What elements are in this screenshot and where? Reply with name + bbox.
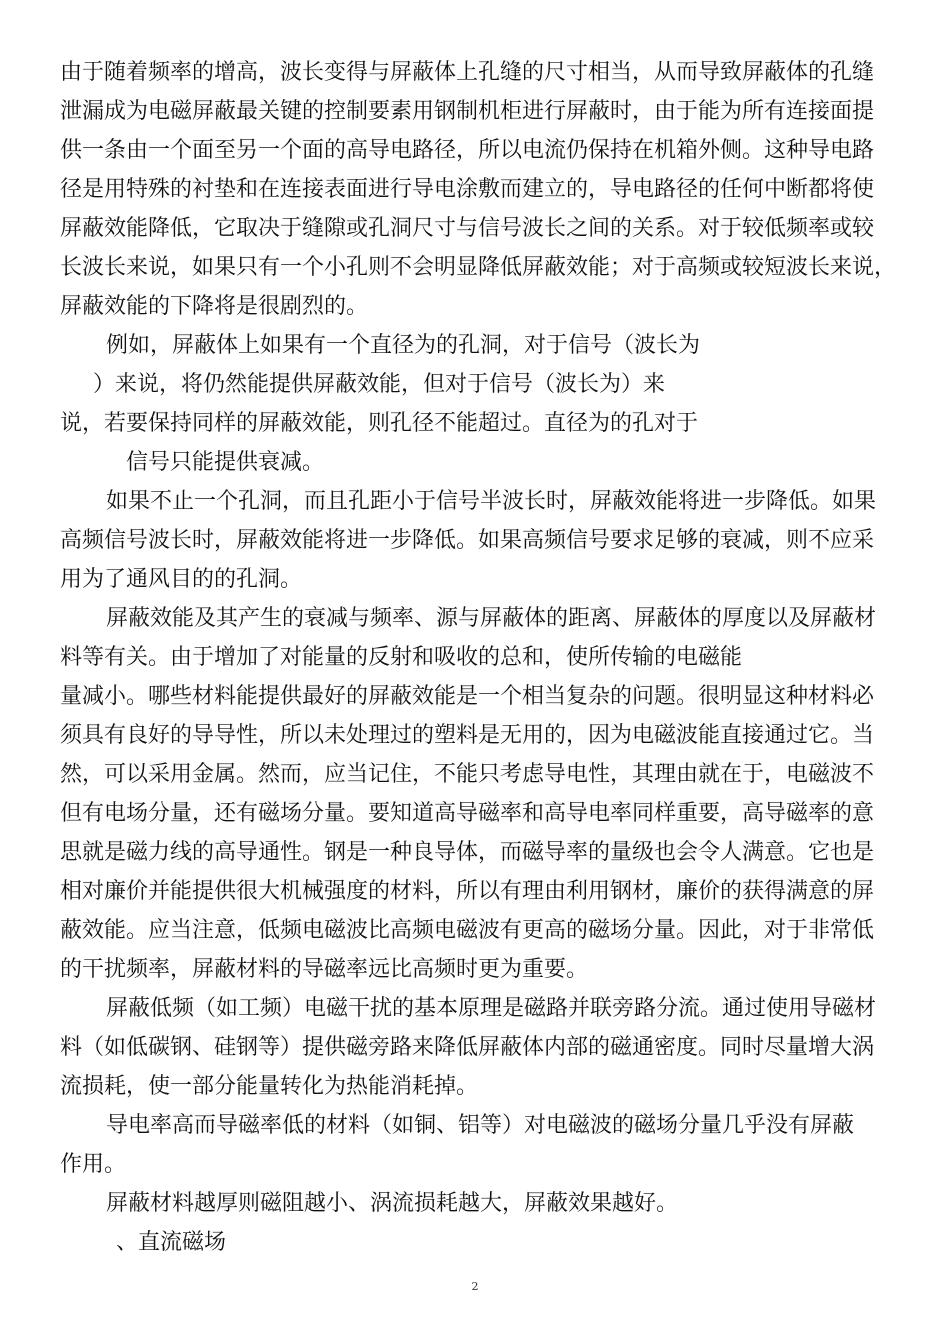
text-line: 然，可以采用金属。然而，应当记住，不能只考虑导电性，其理由就在于，电磁波不 (60, 762, 875, 787)
text-line: 用为了通风目的的孔洞。 (60, 567, 303, 592)
text-line: 导电率高而导磁率低的材料（如铜、铝等）对电磁波的磁场分量几乎没有屏蔽 (106, 1113, 855, 1138)
text-line: 量减小。哪些材料能提供最好的屏蔽效能是一个相当复杂的问题。很明显这种材料必 (60, 684, 875, 709)
text-line: 作用。 (60, 1152, 127, 1177)
text-line: 泄漏成为电磁屏蔽最关键的控制要素用钢制机柜进行屏蔽时，由于能为所有连接面提 (60, 99, 875, 124)
text-line: 例如，屏蔽体上如果有一个直径为的孔洞，对于信号（波长为 (106, 333, 701, 358)
text-line: 屏蔽效能及其产生的衰减与频率、源与屏蔽体的距离、屏蔽体的厚度以及屏蔽材 (106, 606, 877, 631)
text-line: 屏蔽效能降低，它取决于缝隙或孔洞尺寸与信号波长之间的关系。对于较低频率或较 (60, 216, 875, 241)
text-line: 径是用特殊的衬垫和在连接表面进行导电涂敷而建立的，导电路径的任何中断都将使 (60, 177, 875, 202)
text-line: ）来说，将仍然能提供屏蔽效能，但对于信号（波长为）来 (93, 372, 666, 397)
text-line: 料等有关。由于增加了对能量的反射和吸收的总和，使所传输的电磁能 (60, 645, 743, 670)
text-line: 由于随着频率的增高，波长变得与屏蔽体上孔缝的尺寸相当，从而导致屏蔽体的孔缝 (60, 60, 875, 85)
text-line: 高频信号波长时，屏蔽效能将进一步降低。如果高频信号要求足够的衰减，则不应采 (60, 528, 875, 553)
text-line: 须具有良好的导导性，所以未处理过的塑料是无用的，因为电磁波能直接通过它。当 (60, 723, 875, 748)
text-line: 流损耗，使一部分能量转化为热能消耗掉。 (60, 1074, 479, 1099)
text-line: 相对廉价并能提供很大机械强度的材料，所以有理由利用钢材，廉价的获得满意的屏 (60, 879, 875, 904)
text-line: 信号只能提供衰减。 (126, 450, 325, 475)
text-line: 供一条由一个面至另一个面的高导电路径，所以电流仍保持在机箱外侧。这种导电路 (60, 138, 875, 163)
text-line: 屏蔽低频（如工频）电磁干扰的基本原理是磁路并联旁路分流。通过使用导磁材 (106, 996, 877, 1021)
text-line: 说，若要保持同样的屏蔽效能，则孔径不能超过。直径为的孔对于 (60, 411, 699, 436)
text-line: 蔽效能。应当注意，低频电磁波比高频电磁波有更高的磁场分量。因此，对于非常低 (60, 918, 875, 943)
text-line: 屏蔽材料越厚则磁阻越小、涡流损耗越大，屏蔽效果越好。 (106, 1191, 679, 1216)
text-line: 但有电场分量，还有磁场分量。要知道高导磁率和高导电率同样重要，高导磁率的意 (60, 801, 875, 826)
page-number: 2 (471, 1280, 479, 1293)
text-line: 屏蔽效能的下降将是很剧烈的。 (60, 294, 369, 319)
text-line: 料（如低碳钢、硅钢等）提供磁旁路来降低屏蔽体内部的磁通密度。同时尽量增大涡 (60, 1035, 875, 1060)
text-line: 如果不止一个孔洞，而且孔距小于信号半波长时，屏蔽效能将进一步降低。如果 (106, 489, 877, 514)
text-line: 、直流磁场 (116, 1230, 227, 1255)
text-line: 思就是磁力线的高导通性。钢是一种良导体，而磁导率的量级也会令人满意。它也是 (60, 840, 875, 865)
text-line: 的干扰频率，屏蔽材料的导磁率远比高频时更为重要。 (60, 957, 589, 982)
text-line: 长波长来说，如果只有一个小孔则不会明显降低屏蔽效能；对于高频或较短波长来说， (60, 255, 897, 280)
